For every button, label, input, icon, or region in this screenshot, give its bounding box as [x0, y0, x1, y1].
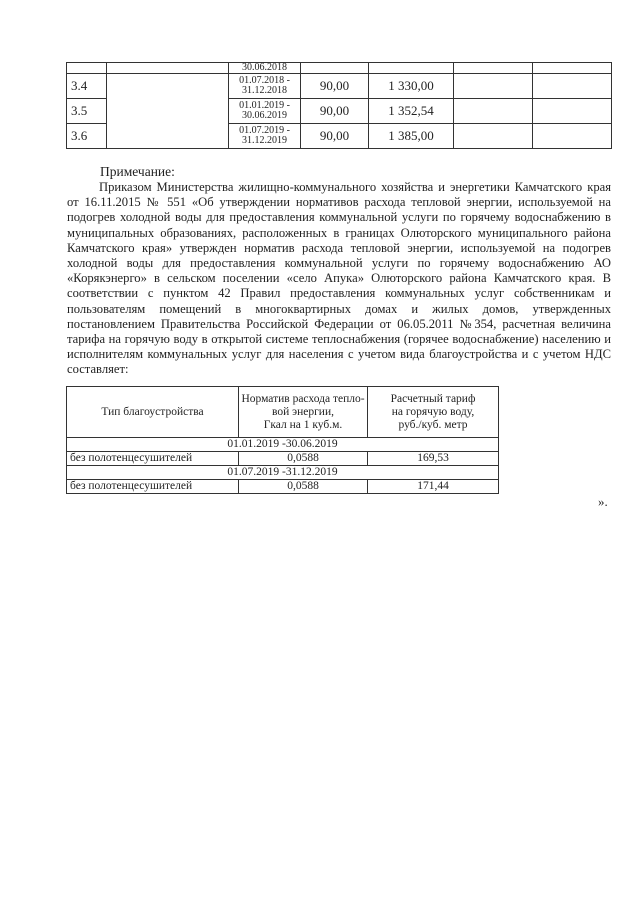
row-number: 3.4 [67, 74, 107, 99]
period-row [67, 438, 499, 452]
period-label: 01.07.2019 -31.12.2019 [67, 466, 499, 480]
norm-cell: 0,0588 [239, 480, 368, 494]
type-cell: без полотенцесушителей [67, 480, 239, 494]
note-title: Примечание: [100, 164, 175, 179]
period-cell: 30.06.2018 [229, 63, 301, 74]
table-row [67, 480, 499, 494]
period-cell: 01.07.2019 - 31.12.2019 [229, 124, 301, 149]
type-cell: без полотенцесушителей [67, 452, 239, 466]
norm-value: 90,00 [301, 74, 369, 99]
tariff-value: 1 330,00 [369, 74, 454, 99]
period-row [67, 466, 499, 480]
norm-value: 90,00 [301, 99, 369, 124]
period-cell: 01.01.2019 - 30.06.2019 [229, 99, 301, 124]
period-cell: 01.07.2018 - 31.12.2018 [229, 74, 301, 99]
tariff-value: 1 385,00 [369, 124, 454, 149]
table-header-row [67, 387, 499, 438]
table-row [67, 452, 499, 466]
tariff-table-continued [66, 62, 612, 149]
merged-empty-cell [107, 74, 229, 149]
hot-water-tariff-table [66, 386, 499, 494]
row-number: 3.5 [67, 99, 107, 124]
header-norm: Норматив расхода тепло- вой энергии, Гкал на 1 куб.м. [239, 387, 368, 438]
norm-value: 90,00 [301, 124, 369, 149]
header-tariff: Расчетный тариф на горячую воду, руб./куб. метр [368, 387, 499, 438]
row-number: 3.6 [67, 124, 107, 149]
closing-quote: ». [598, 494, 608, 509]
tariff-cell: 171,44 [368, 480, 499, 494]
tariff-value: 1 352,54 [369, 99, 454, 124]
tariff-cell: 169,53 [368, 452, 499, 466]
table-row [67, 74, 612, 99]
header-type: Тип благоустройства [67, 387, 239, 438]
period-label: 01.01.2019 -30.06.2019 [67, 438, 499, 452]
note-paragraph: Приказом Министерства жилищно-коммунального хозяйства и энергетики Камчатского края от 16.11.2015 № 551 «Об утверждении нормативов расхода тепловой энергии, используемой на подогрев холодной воды для предоставления коммунальной услуги по горячему водоснабжению в муниципальных образованиях, расположенных в границах Олюторского муниципального района Камчатского края» утвержден норматив расхода тепловой энергии, используемой на подогрев холодной воды для предоставления коммунальной услуги по горячему водоснабжению АО «Корякэнерго» в сельском поселении «село Апука» Олюторского района Камчатского края. В соответствии с пунктом 42 Правил предоставления коммунальных услуг собственникам и пользователям помещений в многоквартирных домах и жилых домов, утвержденных постановлением Правительства Российской Федерации от 06.05.2011 №354, расчетная величина тарифа на горячую воду в открытой системе теплоснабжения (горячее водоснабжение) населению и исполнителям коммунальных услуг для населения с учетом вида благоустройства и с учетом НДС составляет: [67, 180, 611, 377]
norm-cell: 0,0588 [239, 452, 368, 466]
table-row [67, 63, 612, 74]
